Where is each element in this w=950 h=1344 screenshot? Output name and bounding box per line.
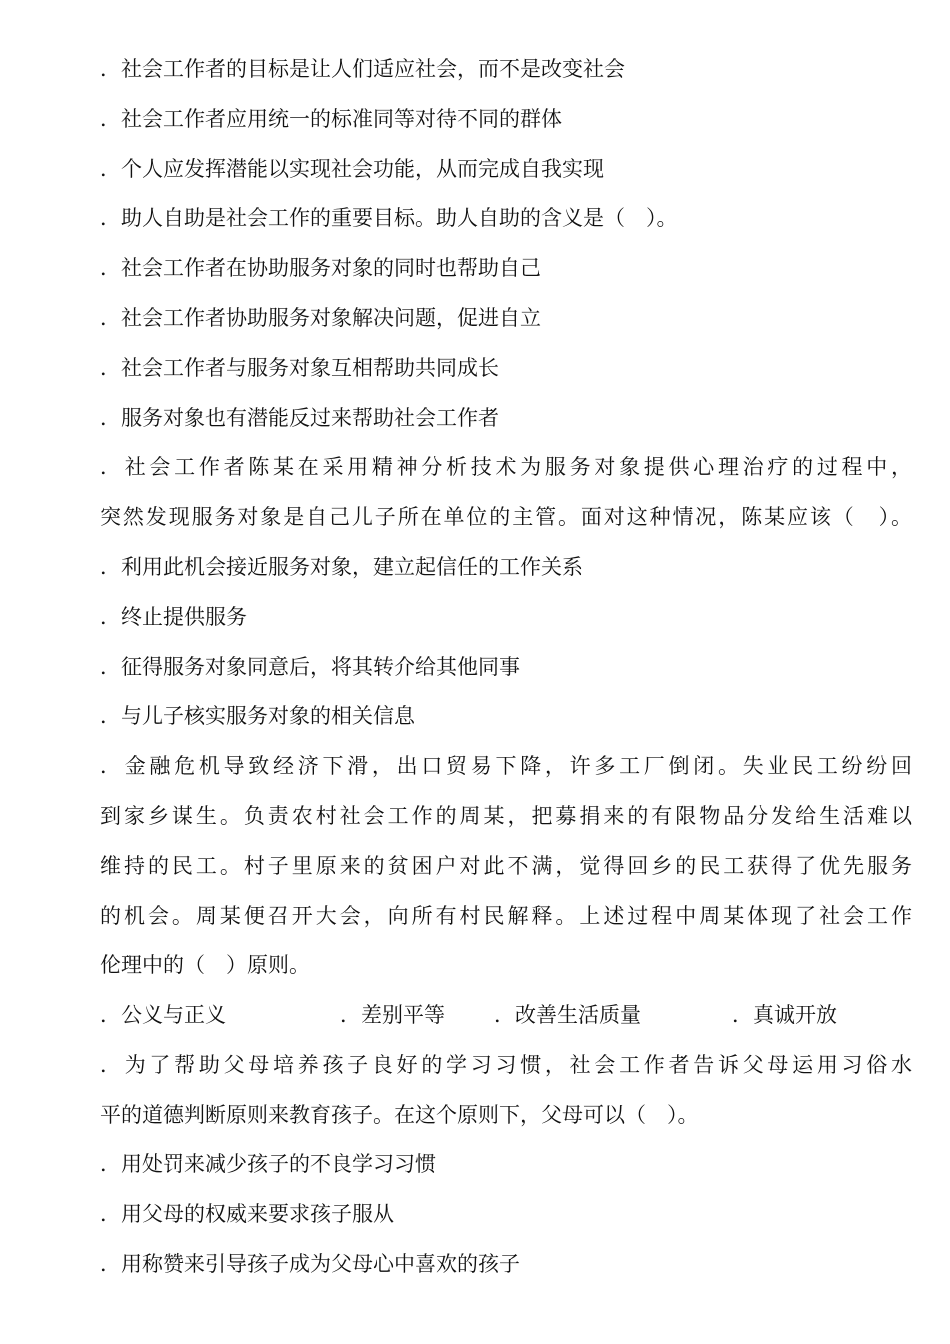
option-b: ．差别平等 (340, 1003, 445, 1027)
question-line: ．助人自助是社会工作的重要目标。助人自助的含义是（ ）。 (100, 206, 678, 230)
option-line: ．社会工作者在协助服务对象的同时也帮助自己 (100, 256, 541, 280)
option-line: ．社会工作者应用统一的标准同等对待不同的群体 (100, 107, 562, 131)
question-line: 的机会。周某便召开大会，向所有村民解释。上述过程中周某体现了社会工作 (100, 904, 912, 928)
option-line: ．社会工作者的目标是让人们适应社会，而不是改变社会 (100, 57, 625, 81)
option-line: ．利用此机会接近服务对象，建立起信任的工作关系 (100, 555, 583, 579)
option-a: ．公义与正义 (100, 1003, 226, 1027)
option-line: ．社会工作者协助服务对象解决问题，促进自立 (100, 306, 541, 330)
question-line: 突然发现服务对象是自己儿子所在单位的主管。面对这种情况，陈某应该（ ）。 (100, 505, 912, 529)
question-line: ．金融危机导致经济下滑，出口贸易下降，许多工厂倒闭。失业民工纷纷回 (100, 754, 912, 778)
question-line: 维持的民工。村子里原来的贫困户对此不满，觉得回乡的民工获得了优先服务 (100, 854, 912, 878)
question-line: 平的道德判断原则来教育孩子。在这个原则下，父母可以（ ）。 (100, 1103, 699, 1127)
option-d: ．真诚开放 (732, 1003, 837, 1027)
option-line: ．服务对象也有潜能反过来帮助社会工作者 (100, 406, 499, 430)
option-line: ．用父母的权威来要求孩子服从 (100, 1202, 394, 1226)
options-row (100, 1000, 912, 1030)
option-line: ．个人应发挥潜能以实现社会功能，从而完成自我实现 (100, 157, 604, 181)
option-line: ．征得服务对象同意后，将其转介给其他同事 (100, 655, 520, 679)
option-line: ．社会工作者与服务对象互相帮助共同成长 (100, 356, 499, 380)
question-line: 伦理中的（ ）原则。 (100, 953, 310, 977)
question-line: ．为了帮助父母培养孩子良好的学习习惯，社会工作者告诉父母运用习俗水 (100, 1053, 912, 1077)
option-line: ．与儿子核实服务对象的相关信息 (100, 704, 415, 728)
option-line: ．用称赞来引导孩子成为父母心中喜欢的孩子 (100, 1252, 520, 1276)
option-line: ．用处罚来减少孩子的不良学习习惯 (100, 1152, 436, 1176)
option-line: ．终止提供服务 (100, 605, 247, 629)
question-line: 到家乡谋生。负责农村社会工作的周某，把募捐来的有限物品分发给生活难以 (100, 804, 912, 828)
question-line: ．社会工作者陈某在采用精神分析技术为服务对象提供心理治疗的过程中， (100, 455, 912, 479)
option-c: ．改善生活质量 (494, 1003, 641, 1027)
